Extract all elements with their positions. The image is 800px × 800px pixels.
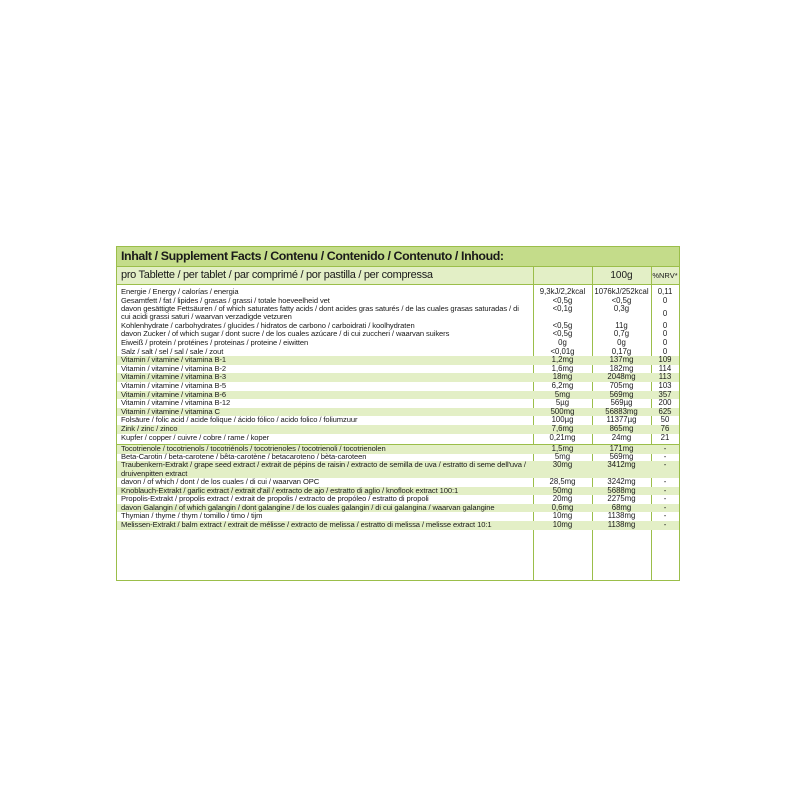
per-100g-value: 24mg <box>611 432 632 442</box>
per-100g-value: 3412mg <box>607 460 636 470</box>
per-tablet-value: 6,2mg <box>551 381 574 390</box>
per-tablet-value: <0,5g <box>552 295 573 305</box>
per-tablet-value: <0,1g <box>552 304 573 314</box>
per-tablet-header: pro Tablette / per tablet / par comprimé / por pastilla / per compressa <box>121 269 433 281</box>
nrv-value: 21 <box>660 432 670 442</box>
nrv-value: - <box>663 477 667 486</box>
per-tablet-value: 5mg <box>554 389 571 399</box>
per-100g-value: 569mg <box>609 389 634 399</box>
nrv-value: 0 <box>662 338 668 347</box>
nutrient-name: davon Zucker / of which sugar / dont sucre / de los cuales azúcare / di cui zuccheri / waarvan suikers <box>121 329 450 339</box>
per-tablet-value: 28,5mg <box>549 477 576 486</box>
per-100g-value: <0,5g <box>611 295 632 305</box>
per-100g-value: 569µg <box>610 398 633 408</box>
nutrient-name: Salz / salt / sel / sal / sale / zout <box>121 346 224 356</box>
per-tablet-value: 100µg <box>551 415 574 425</box>
nrv-value: 0 <box>662 320 668 330</box>
nutrient-name: Kupfer / copper / cuivre / cobre / rame / koper <box>121 432 270 442</box>
nutrient-name: Beta-Carotin / beta-carotene / bêta-carotène / betacaroteno / bèta-caroteen <box>121 451 367 461</box>
nrv-value: 0 <box>662 346 668 356</box>
per-100g-header: 100g <box>610 270 633 281</box>
per-100g-value: 137mg <box>609 355 634 365</box>
per-tablet-value: 0,6mg <box>551 502 574 512</box>
nrv-value: - <box>663 460 667 470</box>
nutrient-name: Vitamin / vitamine / vitamina B-3 <box>121 372 227 382</box>
per-tablet-value: 20mg <box>552 494 573 504</box>
per-tablet-value: 5µg <box>555 398 570 408</box>
nutrient-name: Gesamtfett / fat / lipides / grasas / grassi / totale hoeveelheid vet <box>121 295 330 305</box>
per-tablet-value: 9,3kJ/2,2kcal <box>539 287 586 296</box>
nrv-value: 109 <box>658 355 672 365</box>
nrv-value: - <box>663 485 667 495</box>
per-100g-value: 0,7g <box>613 329 630 339</box>
per-tablet-value: 1,2mg <box>551 355 574 365</box>
per-100g-value: 182mg <box>609 363 634 373</box>
nutrient-name: davon Galangin / of which galangin / dont galangine / de los cuales galangin / di cui galangina / waarvan galangine <box>121 502 495 512</box>
per-tablet-value: <0,5g <box>552 329 573 339</box>
per-100g-value: 3242mg <box>607 477 636 486</box>
nutrient-name: Energie / Energy / calorías / energia <box>121 287 239 296</box>
nrv-value: - <box>663 451 667 461</box>
nutrient-name: Tocotrienole / tocotrienols / tocotriénols / tocotrienoles / tocotrienoli / tocotrienolen <box>121 444 386 454</box>
table-row <box>117 521 679 530</box>
per-tablet-value: 18mg <box>552 372 573 382</box>
per-100g-value: 0,3g <box>613 304 630 314</box>
nutrient-name: Vitamin / vitamine / vitamina B-2 <box>121 363 227 373</box>
table-row <box>117 461 679 478</box>
nrv-value: 113 <box>658 372 672 382</box>
per-tablet-value: 50mg <box>552 485 573 495</box>
per-100g-value: 171mg <box>609 444 634 454</box>
per-tablet-value: 10mg <box>552 520 573 529</box>
nrv-value: - <box>663 444 667 454</box>
nrv-value: 200 <box>658 398 672 408</box>
nrv-value: - <box>663 520 667 529</box>
nrv-value: 50 <box>660 415 670 425</box>
per-100g-value: 68mg <box>611 502 632 512</box>
per-100g-value: 569mg <box>609 451 634 461</box>
nutrient-name: Vitamin / vitamine / vitamina B-5 <box>121 381 227 390</box>
per-100g-value: 2048mg <box>607 372 636 382</box>
per-100g-value: 865mg <box>609 424 634 433</box>
table-title: Inhalt / Supplement Facts / Contenu / Contenido / Contenuto / Inhoud: <box>117 247 679 267</box>
per-tablet-value: 30mg <box>552 460 573 470</box>
per-100g-value: 0,17g <box>611 346 632 356</box>
per-100g-value: 11377µg <box>606 415 637 425</box>
per-100g-value: 0g <box>617 338 626 347</box>
nutrient-name: Propolis-Extrakt / propolis extract / extrait de propolis / extracto de propóleo / estratto di propoli <box>121 494 429 504</box>
supplement-facts-table <box>116 246 680 581</box>
per-tablet-value: 5mg <box>554 451 571 461</box>
per-tablet-value: 0g <box>558 338 567 347</box>
per-100g-value: 2275mg <box>607 494 636 504</box>
nutrient-name: Thymian / thyme / thym / tomillo / timo / tijm <box>121 511 263 521</box>
nutrient-name: Traubenkern-Extrakt / grape seed extract / extrait de pépins de raisin / extracto de semilla de uva / estratto di seme dell'uva / druivenpitten extract <box>121 460 526 478</box>
nutrient-name: Melissen-Extrakt / balm extract / extrait de mélisse / extracto de melissa / estratto di melissa / melisse extract 10:1 <box>121 520 492 529</box>
per-100g-value: 1138mg <box>607 511 636 521</box>
per-100g-value: 56883mg <box>605 406 638 416</box>
per-tablet-value: <0,01g <box>550 346 575 356</box>
nrv-value: 0,11 <box>657 287 673 296</box>
nrv-value: 0 <box>662 295 668 305</box>
nutrient-name: Folsäure / folic acid / acide folique / ácido fólico / acido folico / foliumzuur <box>121 415 358 425</box>
nutrient-name: Knoblauch-Extrakt / garlic extract / extrait d'ail / extracto de ajo / estratto di aglio / knoflook extract 100:1 <box>121 485 459 495</box>
table-row <box>117 416 679 425</box>
nutrient-name: Vitamin / vitamine / vitamina C <box>121 406 220 416</box>
nrv-value: 0 <box>662 329 668 339</box>
per-100g-value: 1138mg <box>607 520 636 529</box>
nrv-value: 114 <box>658 363 672 373</box>
per-tablet-value: 500mg <box>550 406 575 416</box>
table-row <box>117 305 679 322</box>
table-row <box>117 434 679 443</box>
per-100g-value: 1076kJ/252kcal <box>594 287 649 296</box>
nutrient-name: Vitamin / vitamine / vitamina B-6 <box>121 389 227 399</box>
per-tablet-value: 7,6mg <box>551 424 574 433</box>
per-100g-value: 11g <box>615 320 628 330</box>
nutrient-name: Eiweiß / protein / protéines / proteinas / proteine / eiwitten <box>121 338 309 347</box>
nrv-value: - <box>663 511 667 521</box>
nutrient-name: Kohlenhydrate / carbohydrates / glucides / hidratos de carbono / carboidrati / koolhydraten <box>121 320 415 330</box>
per-100g-value: 705mg <box>609 381 634 390</box>
nrv-value: 0 <box>662 309 668 319</box>
nrv-value: 625 <box>658 406 672 416</box>
nrv-value: - <box>663 502 667 512</box>
nutrient-name: davon gesättigte Fettsäuren / of which saturates fatty acids / dont acides gras saturés / de las cuales grasas saturadas / di cui acidi grassi saturi / waarvan verzadigde vetzuren <box>121 304 519 322</box>
per-tablet-value: 1,6mg <box>551 363 574 373</box>
nutrient-name: davon / of which / dont / de los cuales / di cui / waarvan OPC <box>121 477 320 486</box>
per-tablet-value: 1,5mg <box>551 444 574 454</box>
nutrient-name: Zink / zinc / zinco <box>121 424 178 433</box>
nutrient-name: Vitamin / vitamine / vitamina B-12 <box>121 398 231 408</box>
per-tablet-value: 10mg <box>552 511 573 521</box>
nrv-value: 103 <box>658 381 672 390</box>
nrv-value: 357 <box>658 389 672 399</box>
per-tablet-value: <0,5g <box>552 320 573 330</box>
per-tablet-value: 0,21mg <box>549 432 576 442</box>
per-100g-value: 5688mg <box>607 485 636 495</box>
serving-header-row <box>117 267 679 285</box>
nrv-header: %NRV* <box>652 271 678 280</box>
nutrient-name: Vitamin / vitamine / vitamina B-1 <box>121 355 227 365</box>
nrv-value: 76 <box>660 424 670 433</box>
nrv-value: - <box>663 494 667 504</box>
